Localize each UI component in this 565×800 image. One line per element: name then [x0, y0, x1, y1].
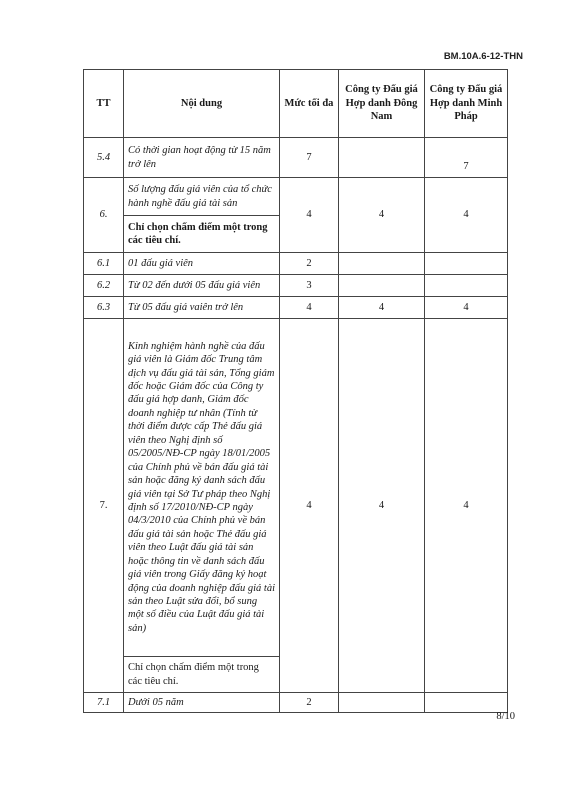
row-content: Số lượng đấu giá viên của tổ chức hành nghề đấu giá tài sản — [124, 178, 280, 216]
row-tt: 6.3 — [84, 297, 124, 319]
header-tt: TT — [84, 70, 124, 138]
table-row — [84, 275, 508, 297]
row-content: Từ 02 đến dưới 05 đấu giá viên — [124, 275, 280, 297]
header-company-b: Công ty Đấu giá Hợp danh Minh Pháp — [425, 70, 508, 138]
table-row — [84, 319, 508, 657]
row-max-score: 4 — [280, 178, 339, 253]
row-tt: 7.1 — [84, 693, 124, 713]
table-row — [84, 253, 508, 275]
row-company-b-score — [425, 275, 508, 297]
row-max-score: 3 — [280, 275, 339, 297]
row-company-b-score: 4 — [425, 178, 508, 253]
row-content: Có thời gian hoạt động từ 15 năm trở lên — [124, 138, 280, 178]
row-tt: 6.1 — [84, 253, 124, 275]
scoring-table — [83, 69, 508, 713]
row-company-a-score: 4 — [339, 319, 425, 693]
row-max-score: 2 — [280, 253, 339, 275]
row-company-b-score: 4 — [425, 319, 508, 693]
row-content: Dưới 05 năm — [124, 693, 280, 713]
header-content: Nội dung — [124, 70, 280, 138]
page-number: 8/10 — [496, 711, 515, 722]
row-company-b-score — [425, 253, 508, 275]
row-company-a-score — [339, 275, 425, 297]
header-max-score: Mức tối đa — [280, 70, 339, 138]
row-company-a-score: 4 — [339, 178, 425, 253]
table-row — [84, 297, 508, 319]
row-company-b-score: 4 — [425, 297, 508, 319]
header-company-a: Công ty Đấu giá Hợp danh Đông Nam — [339, 70, 425, 138]
row-max-score: 4 — [280, 297, 339, 319]
row-max-score: 2 — [280, 693, 339, 713]
document-code: BM.10A.6-12-THN — [443, 51, 523, 62]
row-note: Chỉ chọn chấm điểm một trong các tiêu chí. — [124, 216, 280, 253]
row-content: Từ 05 đấu giá vaiên trở lên — [124, 297, 280, 319]
row-max-score: 7 — [280, 138, 339, 178]
table-row — [84, 138, 508, 178]
row-company-a-score — [339, 693, 425, 713]
row-company-b-score — [425, 693, 508, 713]
table-header-row — [84, 70, 508, 138]
row-company-a-score: 4 — [339, 297, 425, 319]
table-row — [84, 693, 508, 713]
row-tt: 6.2 — [84, 275, 124, 297]
row-company-b-score: 7 — [425, 138, 508, 178]
row-company-a-score — [339, 253, 425, 275]
row-content: 01 đấu giá viên — [124, 253, 280, 275]
row-tt: 7. — [84, 319, 124, 693]
row-tt: 5.4 — [84, 138, 124, 178]
row-note: Chỉ chọn chấm điểm một trong các tiêu chí. — [124, 657, 280, 693]
row-content: Kinh nghiệm hành nghề của đấu giá viên là Giám đốc Trung tâm dịch vụ đấu giá tài sản, Tổng giám đốc hoặc Giám đốc của Công ty đấu giá hợp danh, Giám đốc doanh nghiệp tư nhân (Tính từ thời điểm được cấp Thẻ đấu giá viên theo Nghị định số 05/2005/NĐ-CP ngày 18/01/2005 của Chính phủ về bán đấu giá tài sản hoặc đăng ký danh sách đấu giá viên tại Sở Tư pháp theo Nghị định số 17/2010/NĐ-CP ngày 04/3/2010 của Chính phủ về bán đấu giá tài sản hoặc Thẻ đấu giá viên theo Luật đấu giá tài sản hoặc thông tin về danh sách đấu giá viên trong Giấy đăng ký hoạt động của doanh nghiệp đấu giá tài sản theo Luật sửa đổi, bổ sung một số điều của Luật đấu giá tài sản) — [124, 319, 280, 657]
table-row — [84, 178, 508, 216]
row-tt: 6. — [84, 178, 124, 253]
row-company-a-score — [339, 138, 425, 178]
row-max-score: 4 — [280, 319, 339, 693]
